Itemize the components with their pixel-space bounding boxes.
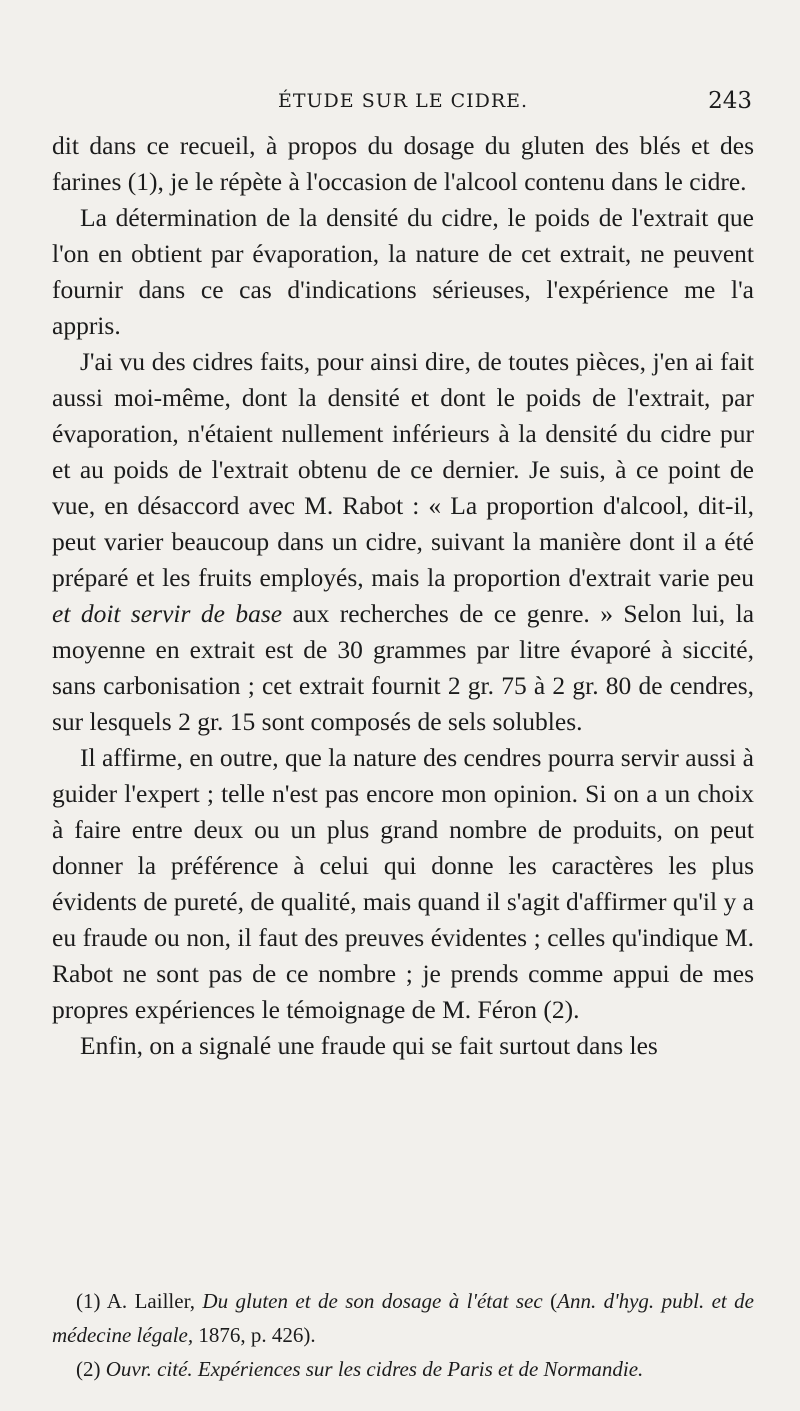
paragraph: dit dans ce recueil, à propos du dosage du gluten des blés et des farines (1), je le répète à l'occasion de l'alcool contenu dans le cidre. [52,131,754,196]
body-text [52,128,754,1064]
footnote-journal: Ann. d'hyg. publ. et de médecine légale, [52,1289,755,1347]
paragraph: Il affirme, en outre, que la nature des cendres pourra servir aussi à guider l'expert ; telle n'est pas encore mon opinion. Si on a un choix à faire entre deux ou un plus grand nombre de produits, on peut donner la préférence à celui qui donne les caractères les plus évidents de pureté, de qualité, mais quand il s'agit d'affirmer qu'il y a eu fraude ou non, il faut des preuves évidentes ; celles qu'indique M. Rabot ne sont pas de ce nombre ; je prends comme appui de mes propres expériences le témoignage de M. Féron (2). [52,743,754,1024]
footnotes [52,1284,754,1386]
page-number: 243 [708,88,752,114]
footnote-author: A. Lailler, [106,1289,195,1313]
italic-emphasis: et doit servir de base [52,599,283,628]
page-header [52,88,752,122]
paragraph: La détermination de la densité du cidre, le poids de l'extrait que l'on en obtient par évaporation, la nature de cet extrait, ne peuvent fournir dans ce cas d'indications sérieuses, l'expérience me l'a appris. [52,203,754,340]
footnote-text: Ouvr. cité. Expériences sur les cidres de Paris et de Normandie. [105,1357,644,1381]
paragraph-text: aux recherches de ce genre. » Selon lui, la moyenne en extrait est de 30 grammes par litre évaporé à siccité, sans carbonisation ; cet extrait fournit 2 gr. 75 à 2 gr. 80 de cendres, sur lesquels 2 gr. 15 sont composés de sels solubles. [52,599,755,736]
footnote-paren: ( [550,1289,558,1313]
running-title: ÉTUDE SUR LE CIDRE. [278,90,529,112]
paragraph: Enfin, on a signalé une fraude qui se fait surtout dans les [80,1031,658,1060]
paragraph [52,344,754,740]
footnote-marker: (2) [76,1357,101,1381]
footnote [52,1284,754,1352]
paragraph-text: J'ai vu des cidres faits, pour ainsi dire, de toutes pièces, j'en ai fait aussi moi-même, dont la densité et dont le poids de l'extrait, par évaporation, n'étaient nullement inférieurs à la densité du cidre pur et au poids de l'extrait obtenu de ce dernier. Je suis, à ce point de vue, en désaccord avec M. Rabot : « La proportion d'alcool, dit-il, peut varier beaucoup dans un cidre, suivant la manière dont il a été préparé et les fruits employés, mais la proportion d'extrait varie peu [52,347,754,592]
footnote [52,1352,754,1386]
footnote-title: Du gluten et de son dosage à l'état sec [202,1289,543,1313]
footnote-marker: (1) [76,1289,101,1313]
footnote-rest: 1876, p. 426). [198,1323,316,1347]
